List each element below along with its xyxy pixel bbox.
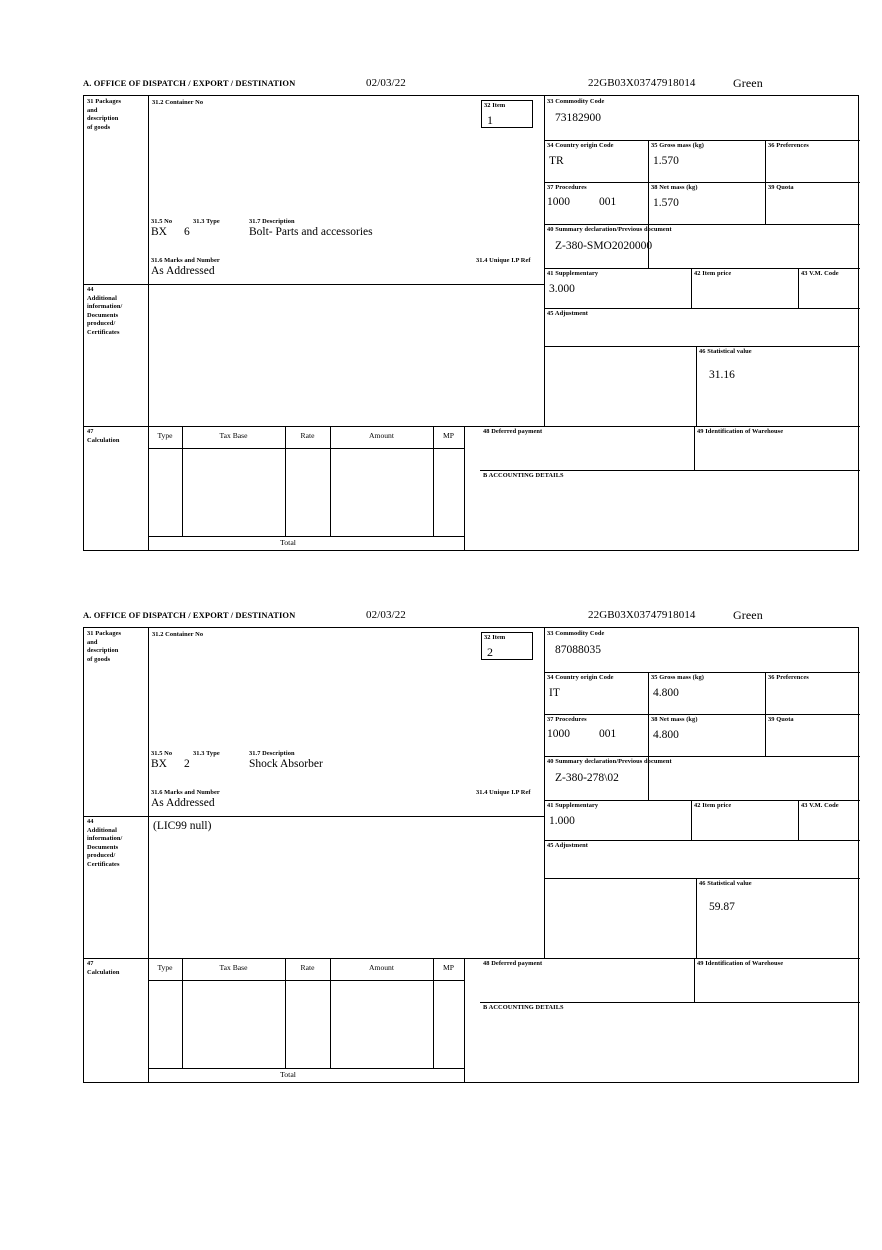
box-37-procedures: 37 Procedures 1000 001: [547, 716, 617, 740]
box-47-calculation-label: 47 Calculation: [87, 428, 120, 444]
office-of-dispatch-label: A. OFFICE OF DISPATCH / EXPORT / DESTINATION: [83, 610, 296, 620]
box-37-procedures: 37 Procedures 1000 001: [547, 184, 617, 208]
box-32-item: 32 Item 2: [481, 632, 533, 660]
col-header-mp: MP: [443, 963, 454, 972]
additional-information-value: [148, 284, 544, 288]
box-32-item: 32 Item 1: [481, 100, 533, 128]
divider: [285, 958, 286, 1068]
total-label: Total: [280, 538, 296, 547]
total-label: Total: [280, 1070, 296, 1079]
package-type-value: BX: [151, 758, 167, 770]
customs-declaration-item-2: [83, 610, 861, 1083]
col-header-type: Type: [157, 963, 173, 972]
box-35-gross-mass: 35 Gross mass (kg) 4.800: [648, 672, 765, 714]
accounting-details-value: [483, 1013, 860, 1017]
package-count-value: 6: [184, 226, 190, 238]
divider: [433, 426, 434, 536]
supplementary-units-value: 3.000: [549, 282, 575, 295]
col-header-rate: Rate: [300, 431, 315, 440]
quota-value: [768, 725, 860, 729]
movement-reference-number: 22GB03X03747918014: [588, 609, 696, 621]
item-number-value: 1: [487, 112, 493, 127]
adjustment-value: [547, 319, 860, 323]
goods-description-value: Bolt- Parts and accessories: [249, 226, 373, 238]
marks-line: [151, 265, 541, 283]
procedure-additional-code-value: 001: [599, 728, 617, 740]
box-46-statistical-value: 46 Statistical value 59.87: [696, 878, 860, 958]
marks-and-number-value: As Addressed: [151, 265, 215, 277]
col-header-amount: Amount: [369, 963, 394, 972]
box-49-warehouse-id: 49 Identification of Warehouse: [694, 426, 860, 470]
divider: [182, 426, 183, 536]
box-b-accounting-details: B ACCOUNTING DETAILS: [480, 1002, 860, 1082]
col-header-tax-base: Tax Base: [219, 963, 248, 972]
deferred-payment-value: [483, 437, 694, 440]
divider: [544, 346, 545, 426]
box-31-packages-label: 31 Packages and description of goods: [87, 630, 122, 663]
movement-reference-number: 22GB03X03747918014: [588, 77, 696, 89]
divider: [148, 550, 464, 551]
box-47-calculation-label: 47 Calculation: [87, 960, 120, 976]
col-header-amount: Amount: [369, 431, 394, 440]
box-44-additional-info-content: [148, 284, 544, 426]
deferred-payment-value: [483, 969, 694, 972]
quota-value: [768, 193, 860, 197]
box-36-preferences: 36 Preferences: [765, 140, 860, 182]
col-header-mp: MP: [443, 431, 454, 440]
accounting-details-value: [483, 481, 860, 485]
declaration-grid: 31 Packages and description of goods 44 Additional information/ Documents produced/ Certificates 47 Calculation 31.2 Container No 32 Item 1 31.5 No 31.3 Type 31.7 Description BX 6 Bolt- Parts and accessories 31.6 Marks and Number 31.4 Unique I.P Ref As Addressed 33 Commodity Code 73182900 34 Country origin Code TR 35 Gross mass (kg) 1.570 36 Preferences 37 Procedures 1000 001 38 Net mass (kg) 1.570 39 Quota 40 Summary declaration/Previous document Z-380-SMO2020000 41 Supplementary 3.000 42 Item price 43 V.M. Code 45 Adjustment 46 Statistical value 31.16 Type Tax Base Rate Amount MP Total 48 Deferred payment 49 Identification of Warehouse B ACCOUNTING DETAILS: [83, 95, 859, 551]
supplementary-units-value: 1.000: [549, 814, 575, 827]
country-origin-code-value: TR: [549, 154, 564, 167]
box-41-supplementary: 41 Supplementary 1.000: [544, 800, 691, 840]
warehouse-identification-value: [697, 437, 860, 440]
goods-description-value: Shock Absorber: [249, 758, 323, 770]
procedure-code-value: 1000: [547, 728, 570, 740]
box-44-additional-info-label: 44 Additional information/ Documents produced/ Certificates: [87, 818, 123, 868]
box-33-commodity-code: 33 Commodity Code 87088035: [544, 628, 860, 672]
declaration-date: 02/03/22: [366, 77, 406, 89]
form-header: [83, 78, 861, 92]
declaration-grid: 31 Packages and description of goods 44 Additional information/ Documents produced/ Certificates 47 Calculation 31.2 Container No 32 Item 2 31.5 No 31.3 Type 31.7 Description BX 2 Shock Absorber 31.6 Marks and Number 31.4 Unique I.P Ref As Addressed (LIC99 null) 33 Commodity Code 87088035 34 Country origin Code IT 35 Gross mass (kg) 4.800 36 Preferences 37 Procedures 1000 001 38 Net mass (kg) 4.800 39 Quota 40 Summary declaration/Previous document Z-380-278\02 41 Supplementary 1.000 42 Item price 43 V.M. Code 45 Adjustment 46 Statistical value 59.87 Type Tax Base Rate Amount MP Total 48 Deferred payment 49 Identification of Warehouse B ACCOUNTING DETAILS: [83, 627, 859, 1083]
box-39-quota: 39 Quota: [765, 714, 860, 756]
divider: [464, 958, 465, 1082]
marks-line: [151, 797, 541, 815]
box-47-calculation-table: [148, 426, 480, 550]
box-43-vm-code: 43 V.M. Code: [798, 800, 860, 840]
divider: [544, 878, 545, 958]
additional-information-value: (LIC99 null): [153, 820, 212, 832]
preferences-value: [768, 151, 860, 155]
lane-status: Green: [733, 76, 763, 90]
box-49-warehouse-id: 49 Identification of Warehouse: [694, 958, 860, 1002]
statistical-value-value: 31.16: [709, 368, 735, 381]
divider: [148, 1082, 464, 1083]
box-40-previous-document: 40 Summary declaration/Previous document Z-380-278\02: [544, 756, 860, 800]
divider: [433, 958, 434, 1068]
box-45-adjustment: 45 Adjustment: [544, 840, 860, 878]
statistical-value-value: 59.87: [709, 900, 735, 913]
divider: [182, 958, 183, 1068]
box-33-commodity-code: 33 Commodity Code 73182900: [544, 96, 860, 140]
box-48-deferred-payment: 48 Deferred payment: [480, 426, 694, 470]
previous-document-value: Z-380-278\02: [555, 771, 619, 784]
package-line: [151, 758, 541, 776]
box-48-deferred-payment: 48 Deferred payment: [480, 958, 694, 1002]
box-31-packages-label: 31 Packages and description of goods: [87, 98, 122, 131]
adjustment-value: [547, 851, 860, 855]
box-46-statistical-value: 46 Statistical value 31.16: [696, 346, 860, 426]
box-b-accounting-details: B ACCOUNTING DETAILS: [480, 470, 860, 550]
package-count-value: 2: [184, 758, 190, 770]
item-number-value: 2: [487, 644, 493, 659]
vm-code-value: [801, 811, 860, 815]
box-39-quota: 39 Quota: [765, 182, 860, 224]
divider: [330, 426, 331, 536]
gross-mass-value: 1.570: [653, 154, 679, 167]
divider: [148, 448, 464, 449]
net-mass-value: 4.800: [653, 728, 679, 741]
warehouse-identification-value: [697, 969, 860, 972]
lane-status: Green: [733, 608, 763, 622]
divider: [464, 426, 465, 550]
box-45-adjustment: 45 Adjustment: [544, 308, 860, 346]
procedure-additional-code-value: 001: [599, 196, 617, 208]
box-44-additional-info-label: 44 Additional information/ Documents produced/ Certificates: [87, 286, 123, 336]
commodity-code-value: 87088035: [555, 643, 601, 656]
marks-and-number-value: As Addressed: [151, 797, 215, 809]
country-origin-code-value: IT: [549, 686, 560, 699]
item-price-value: [694, 279, 798, 283]
procedure-code-value: 1000: [547, 196, 570, 208]
declaration-date: 02/03/22: [366, 609, 406, 621]
box-38-net-mass: 38 Net mass (kg) 4.800: [648, 714, 765, 756]
office-of-dispatch-label: A. OFFICE OF DISPATCH / EXPORT / DESTINATION: [83, 78, 296, 88]
package-type-value: BX: [151, 226, 167, 238]
customs-declaration-item-1: [83, 78, 861, 551]
form-header: [83, 610, 861, 624]
net-mass-value: 1.570: [653, 196, 679, 209]
box-35-gross-mass: 35 Gross mass (kg) 1.570: [648, 140, 765, 182]
package-line: [151, 226, 541, 244]
commodity-code-value: 73182900: [555, 111, 601, 124]
box-34-country-origin: 34 Country origin Code IT: [544, 672, 648, 714]
gross-mass-value: 4.800: [653, 686, 679, 699]
divider: [148, 1068, 464, 1069]
item-price-value: [694, 811, 798, 815]
divider: [330, 958, 331, 1068]
preferences-value: [768, 683, 860, 687]
box-41-supplementary: 41 Supplementary 3.000: [544, 268, 691, 308]
box-47-calculation-table: [148, 958, 480, 1082]
col-header-tax-base: Tax Base: [219, 431, 248, 440]
box-36-preferences: 36 Preferences: [765, 672, 860, 714]
divider: [285, 426, 286, 536]
box-44-additional-info-content: [148, 816, 544, 958]
previous-document-value: Z-380-SMO2020000: [555, 239, 653, 252]
divider: [148, 980, 464, 981]
box-42-item-price: 42 Item price: [691, 268, 798, 308]
box-31-2-container: 31.2 Container No: [148, 96, 544, 284]
box-40-previous-document: 40 Summary declaration/Previous document Z-380-SMO2020000: [544, 224, 860, 268]
box-42-item-price: 42 Item price: [691, 800, 798, 840]
col-header-type: Type: [157, 431, 173, 440]
box-34-country-origin: 34 Country origin Code TR: [544, 140, 648, 182]
box-43-vm-code: 43 V.M. Code: [798, 268, 860, 308]
box-38-net-mass: 38 Net mass (kg) 1.570: [648, 182, 765, 224]
vm-code-value: [801, 279, 860, 283]
col-header-rate: Rate: [300, 963, 315, 972]
box-31-2-container: 31.2 Container No: [148, 628, 544, 816]
divider: [148, 536, 464, 537]
